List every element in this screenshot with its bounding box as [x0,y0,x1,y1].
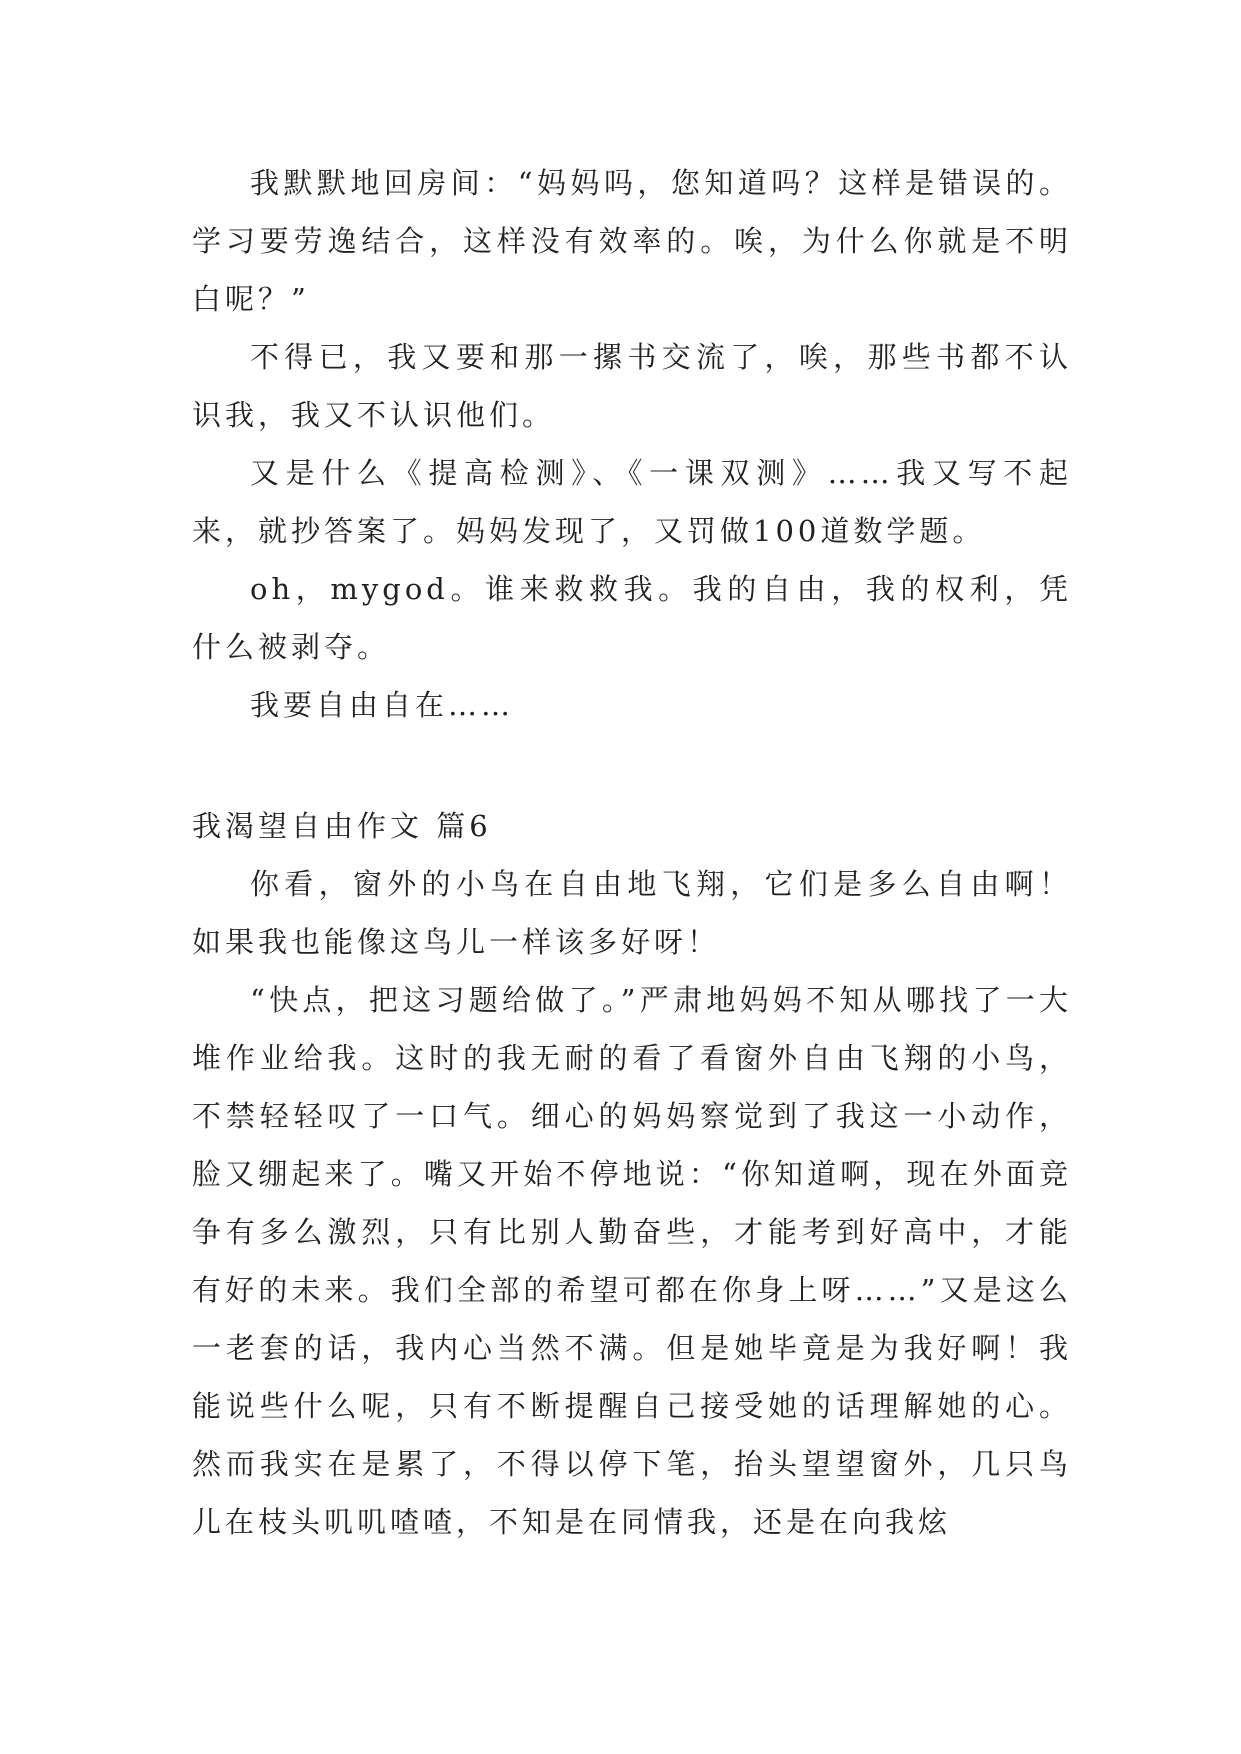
paragraph: “快点，把这习题给做了。”严肃地妈妈不知从哪找了一大堆作业给我。这时的我无耐的看了看窗外自由飞翔的小鸟，不禁轻轻叹了一口气。细心的妈妈察觉到了我这一小动作，脸又绷起来了。嘴又开始不停地说：“你知道啊，现在外面竞争有多么激烈，只有比别人勤奋些，才能考到好高中，才能有好的未来。我们全部的希望可都在你身上呀……”又是这么一老套的话，我内心当然不满。但是她毕竟是为我好啊！我能说些什么呢，只有不断提醒自己接受她的话理解她的心。然而我实在是累了，不得以停下笔，抬头望望窗外，几只鸟儿在枝头叽叽喳喳，不知是在同情我，还是在向我炫 [192,983,1072,1539]
paragraph: oh，mygod。谁来救救我。我的自由，我的权利，凭什么被剥夺。 [192,572,1072,664]
essay-section-continued [192,154,1072,734]
paragraph: 我默默地回房间：“妈妈吗，您知道吗？这样是错误的。学习要劳逸结合，这样没有效率的。唉，为什么你就是不明白呢？” [192,166,1072,316]
paragraph: 你看，窗外的小鸟在自由地飞翔，它们是多么自由啊！如果我也能像这鸟儿一样该多好呀！ [192,867,1072,959]
paragraph: 我要自由自在…… [250,688,515,722]
essay-section-6 [192,855,1072,1551]
paragraph: 不得已，我又要和那一摞书交流了，唉，那些书都不认识我，我又不认识他们。 [192,340,1072,432]
essay-heading: 我渴望自由作文 篇6 [192,809,492,843]
paragraph: 又是什么《提高检测》、《一课双测》……我又写不起来，就抄答案了。妈妈发现了，又罚做100道数学题。 [192,456,1072,548]
